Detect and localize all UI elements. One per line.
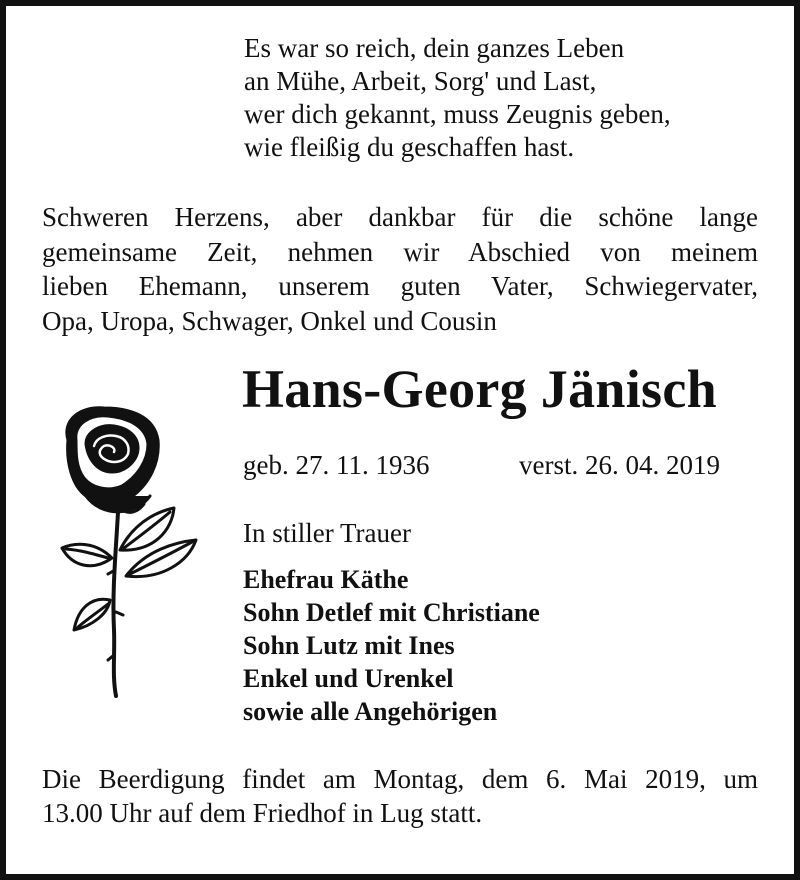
intro-line: lieben Ehemann, unserem guten Vater, Schwiegervater,: [42, 271, 758, 301]
intro-line: Opa, Uropa, Schwager, Onkel und Cousin: [42, 305, 497, 336]
funeral-line: 13.00 Uhr auf dem Friedhof in Lug statt.: [42, 798, 483, 828]
family-member: sowie alle Angehörigen: [243, 697, 498, 726]
intro-line: gemeinsame Zeit, nehmen wir Abschied von meinem: [42, 236, 758, 267]
death-date: verst. 26. 04. 2019: [519, 450, 720, 480]
mourning-heading: In stiller Trauer: [243, 518, 411, 548]
intro-paragraph: [42, 200, 758, 338]
poem-line: wer dich gekannt, muss Zeugnis geben,: [244, 99, 671, 129]
life-dates: [243, 448, 720, 482]
deceased-name: Hans-Georg Jänisch: [242, 359, 717, 419]
poem-line: an Mühe, Arbeit, Sorg' und Last,: [244, 66, 597, 96]
family-member: Sohn Lutz mit Ines: [243, 631, 455, 660]
poem-line: Es war so reich, dein ganzes Leben: [244, 33, 625, 63]
memorial-poem: [244, 32, 671, 164]
birth-date: geb. 27. 11. 1936: [243, 450, 430, 480]
family-member: Ehefrau Käthe: [243, 565, 409, 594]
poem-line: wie fleißig du geschaffen hast.: [244, 132, 575, 162]
intro-line: Schweren Herzens, aber dankbar für die schöne lange: [42, 202, 758, 232]
family-member: Enkel und Urenkel: [243, 664, 454, 693]
funeral-line: Die Beerdigung findet am Montag, dem 6. Mai 2019, um: [42, 764, 758, 794]
rose-icon: [46, 400, 206, 700]
funeral-info: [42, 762, 758, 830]
family-member: Sohn Detlef mit Christiane: [243, 598, 540, 627]
family-list: [243, 563, 540, 728]
